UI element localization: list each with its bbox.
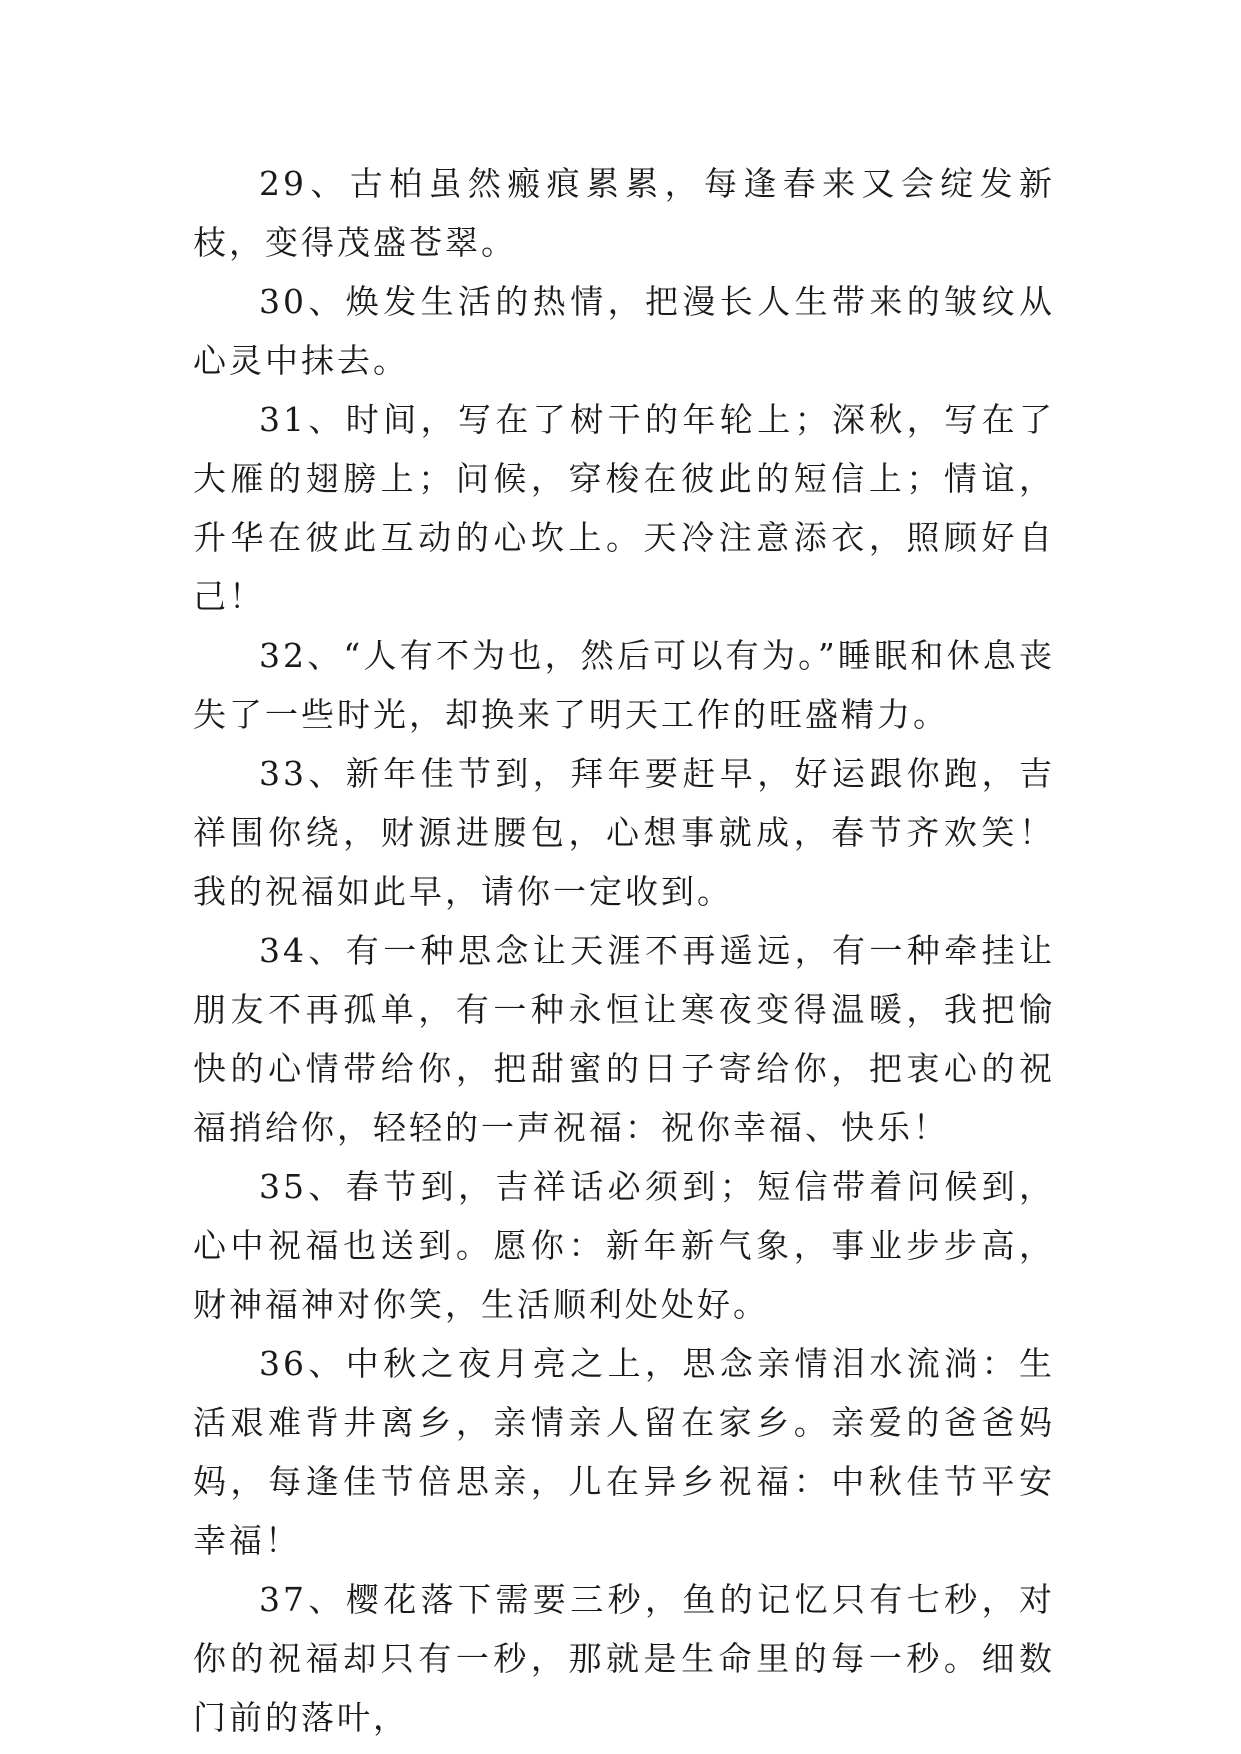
paragraph-29: 29、古柏虽然瘢痕累累，每逢春来又会绽发新枝，变得茂盛苍翠。 <box>193 164 1055 262</box>
paragraph-30: 30、焕发生活的热情，把漫长人生带来的皱纹从心灵中抹去。 <box>193 282 1055 380</box>
paragraph-37: 37、樱花落下需要三秒，鱼的记忆只有七秒，对你的祝福却只有一秒，那就是生命里的每一秒。细数门前的落叶， <box>193 1580 1055 1737</box>
paragraph-34: 34、有一种思念让天涯不再遥远，有一种牵挂让朋友不再孤单，有一种永恒让寒夜变得温暖，我把愉快的心情带给你，把甜蜜的日子寄给你，把衷心的祝福捎给你，轻轻的一声祝福：祝你幸福、快乐！ <box>193 931 1055 1147</box>
paragraph-32: 32、“人有不为也，然后可以有为。”睡眠和休息丧失了一些时光，却换来了明天工作的旺盛精力。 <box>193 636 1055 734</box>
paragraph-31: 31、时间，写在了树干的年轮上；深秋，写在了大雁的翅膀上；问候，穿梭在彼此的短信上；情谊，升华在彼此互动的心坎上。天冷注意添衣，照顾好自己！ <box>193 400 1055 616</box>
document-body <box>193 154 1055 1747</box>
paragraph-36: 36、中秋之夜月亮之上，思念亲情泪水流淌：生活艰难背井离乡，亲情亲人留在家乡。亲爱的爸爸妈妈，每逢佳节倍思亲，儿在异乡祝福：中秋佳节平安幸福！ <box>193 1344 1055 1560</box>
paragraph-35: 35、春节到，吉祥话必须到；短信带着问候到，心中祝福也送到。愿你：新年新气象，事业步步高，财神福神对你笑，生活顺利处处好。 <box>193 1167 1055 1324</box>
paragraph-33: 33、新年佳节到，拜年要赶早，好运跟你跑，吉祥围你绕，财源进腰包，心想事就成，春节齐欢笑！我的祝福如此早，请你一定收到。 <box>193 754 1055 911</box>
